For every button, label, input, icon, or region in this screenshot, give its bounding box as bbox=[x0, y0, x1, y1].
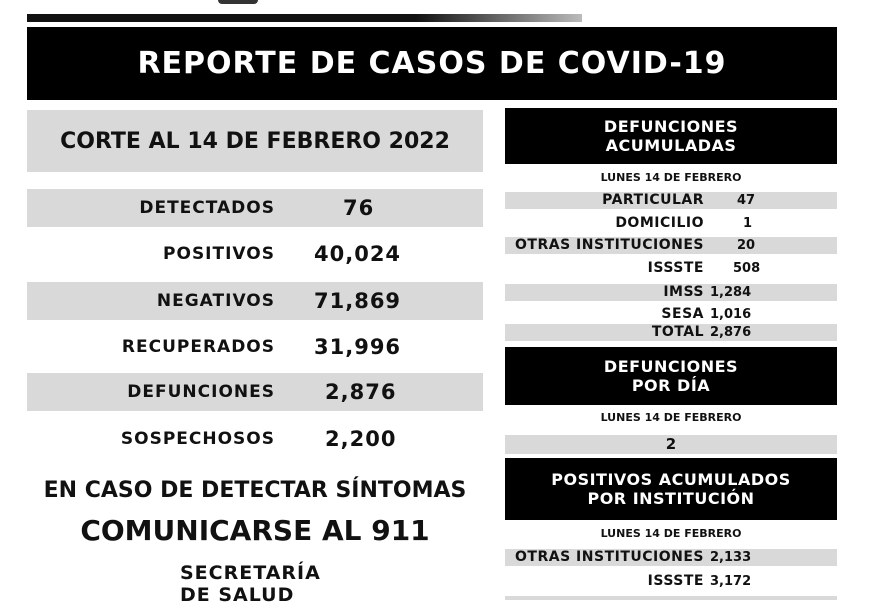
positives-institution-date: LUNES 14 DE FEBRERO bbox=[600, 527, 742, 540]
row-label: ISSSTE bbox=[647, 573, 704, 589]
stat-value: 31,996 bbox=[314, 335, 402, 359]
header-line-1: DEFUNCIONES bbox=[603, 117, 739, 136]
deaths-total-row bbox=[505, 324, 837, 341]
deaths-per-day-date: LUNES 14 DE FEBRERO bbox=[600, 411, 742, 424]
stat-row-detectados bbox=[27, 189, 483, 227]
logo-fragment bbox=[218, 0, 258, 4]
row-label: SESA bbox=[661, 306, 704, 322]
report-banner bbox=[27, 27, 837, 100]
positives-row bbox=[505, 573, 837, 590]
deaths-accumulated-header bbox=[505, 108, 837, 164]
stat-label: RECUPERADOS bbox=[121, 337, 275, 357]
call-911-notice: COMUNICARSE AL 911 bbox=[80, 514, 430, 547]
header-line-1: DEFUNCIONES bbox=[603, 357, 739, 376]
header-line-1: POSITIVOS ACUMULADOS bbox=[551, 470, 791, 489]
stat-label: DEFUNCIONES bbox=[127, 382, 275, 402]
row-label: PARTICULAR bbox=[602, 192, 704, 208]
row-label: TOTAL bbox=[651, 324, 704, 340]
row-value: 2,876 bbox=[710, 325, 752, 340]
row-value: 20 bbox=[737, 238, 756, 253]
positives-row-cut bbox=[505, 596, 837, 600]
row-label: ISSSTE bbox=[647, 260, 704, 276]
row-label: DOMICILIO bbox=[615, 215, 704, 231]
deaths-row bbox=[505, 306, 837, 323]
row-value: 1 bbox=[743, 216, 753, 231]
top-rule bbox=[27, 14, 582, 22]
row-value: 3,172 bbox=[710, 574, 752, 589]
row-value: 1,284 bbox=[710, 285, 752, 300]
row-value: 47 bbox=[737, 193, 756, 208]
header-line-2: ACUMULADAS bbox=[605, 136, 737, 155]
org-name bbox=[180, 562, 321, 606]
row-value: 1,016 bbox=[710, 307, 752, 322]
row-label: OTRAS INSTITUCIONES bbox=[515, 237, 704, 253]
report-title: REPORTE DE CASOS DE COVID-19 bbox=[137, 46, 727, 81]
header-line-2: POR DÍA bbox=[631, 376, 711, 395]
deaths-per-day-header bbox=[505, 347, 837, 405]
stat-row-defunciones bbox=[27, 373, 483, 411]
stat-row-negativos bbox=[27, 282, 483, 320]
stat-label: SOSPECHOSOS bbox=[120, 429, 275, 449]
stat-label: POSITIVOS bbox=[163, 244, 275, 264]
positives-row bbox=[505, 549, 837, 566]
header-line-2: POR INSTITUCIÓN bbox=[587, 489, 755, 508]
deaths-row bbox=[505, 237, 837, 254]
cut-date: CORTE AL 14 DE FEBRERO 2022 bbox=[60, 128, 450, 154]
deaths-row bbox=[505, 215, 837, 232]
row-value: 508 bbox=[733, 261, 761, 276]
deaths-accumulated-date: LUNES 14 DE FEBRERO bbox=[600, 171, 742, 184]
deaths-row bbox=[505, 284, 837, 301]
stat-label: NEGATIVOS bbox=[156, 291, 275, 311]
stat-value: 76 bbox=[343, 196, 375, 220]
row-label: OTRAS INSTITUCIONES bbox=[515, 549, 704, 565]
deaths-row bbox=[505, 260, 837, 277]
positives-institution-header bbox=[505, 458, 837, 520]
cut-date-header bbox=[27, 110, 483, 172]
org-line-2: DE SALUD bbox=[180, 584, 295, 606]
symptoms-notice: EN CASO DE DETECTAR SÍNTOMAS bbox=[43, 478, 467, 503]
stat-value: 71,869 bbox=[314, 289, 402, 313]
stat-label: DETECTADOS bbox=[139, 198, 275, 218]
stat-row-recuperados bbox=[27, 328, 483, 366]
row-value: 2,133 bbox=[710, 550, 752, 565]
stat-value: 2,200 bbox=[325, 427, 397, 451]
row-label: IMSS bbox=[663, 284, 704, 300]
deaths-row bbox=[505, 192, 837, 209]
org-line-1: SECRETARÍA bbox=[180, 562, 321, 584]
stat-value: 40,024 bbox=[314, 242, 402, 266]
stat-row-positivos bbox=[27, 235, 483, 273]
deaths-per-day-value: 2 bbox=[505, 435, 837, 454]
stat-row-sospechosos bbox=[27, 420, 483, 458]
stat-value: 2,876 bbox=[325, 380, 397, 404]
